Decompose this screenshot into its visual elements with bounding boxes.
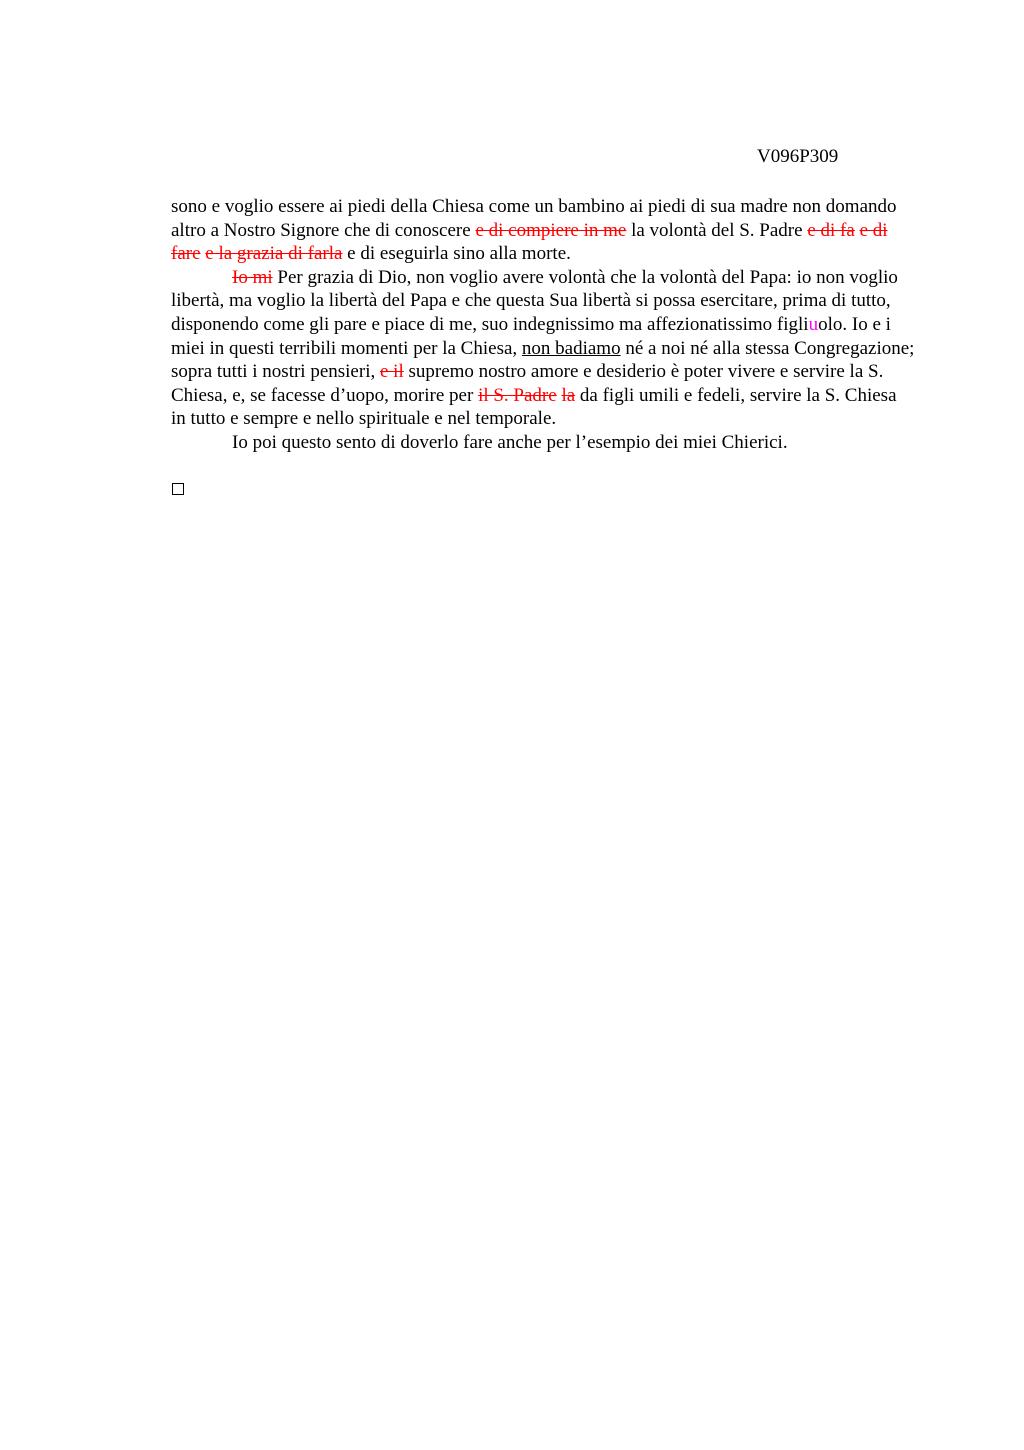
deleted-text: e il: [379, 361, 404, 383]
paragraph-3: [171, 431, 916, 455]
deleted-text: e di fa: [807, 219, 855, 241]
deleted-text: e di compiere in me: [475, 219, 627, 241]
document-body: [171, 195, 916, 455]
text-run: olo. Io e i miei in questi terribili momenti per la Chiesa,: [171, 313, 891, 359]
text-run: sono e voglio essere ai piedi della Chiesa come un bambino ai piedi di sua madre non domando altro a Nostro Signore che di conoscere: [171, 196, 897, 241]
deleted-text: la: [561, 384, 576, 406]
text-run: supremo nostro amore e desiderio è poter vivere e servire la S. Chiesa, e, se facesse d’uopo, morire per: [171, 361, 884, 406]
deleted-text: e di fare: [171, 219, 888, 265]
text-run: la volontà del S. Padre: [626, 219, 808, 241]
text-run: né a noi né alla stessa Congregazione; sopra tutti i nostri pensieri,: [171, 337, 915, 383]
paragraph-1: [171, 195, 916, 266]
deleted-text: Io mi: [232, 266, 273, 288]
paragraph-2: [171, 266, 916, 431]
text-run: Io poi questo sento di doverlo fare anche per l’esempio dei miei Chierici.: [232, 431, 788, 453]
inserted-text: u: [808, 313, 819, 335]
text-run: Per grazia di Dio, non voglio avere volontà che la volontà del Papa: io non voglio libertà, ma voglio la libertà del Papa e che questa Sua libertà si possa esercitare, prima di tutto, disponendo come gli pare e piace di me, suo indegnissimo ma affezionatissimo figli: [171, 266, 898, 335]
text-run: e di eseguirla sino alla morte.: [342, 243, 571, 265]
checkbox-square-icon: [172, 483, 184, 495]
text-run: da figli umili e fedeli, servire la S. Chiesa in tutto e sempre e nello spirituale e nel temporale.: [171, 384, 897, 430]
page-identifier: V096P309: [757, 146, 839, 167]
deleted-text: e la grazia di farla: [205, 243, 343, 265]
underlined-text: non badiamo: [521, 337, 621, 359]
deleted-text: il S. Padre: [478, 384, 557, 406]
